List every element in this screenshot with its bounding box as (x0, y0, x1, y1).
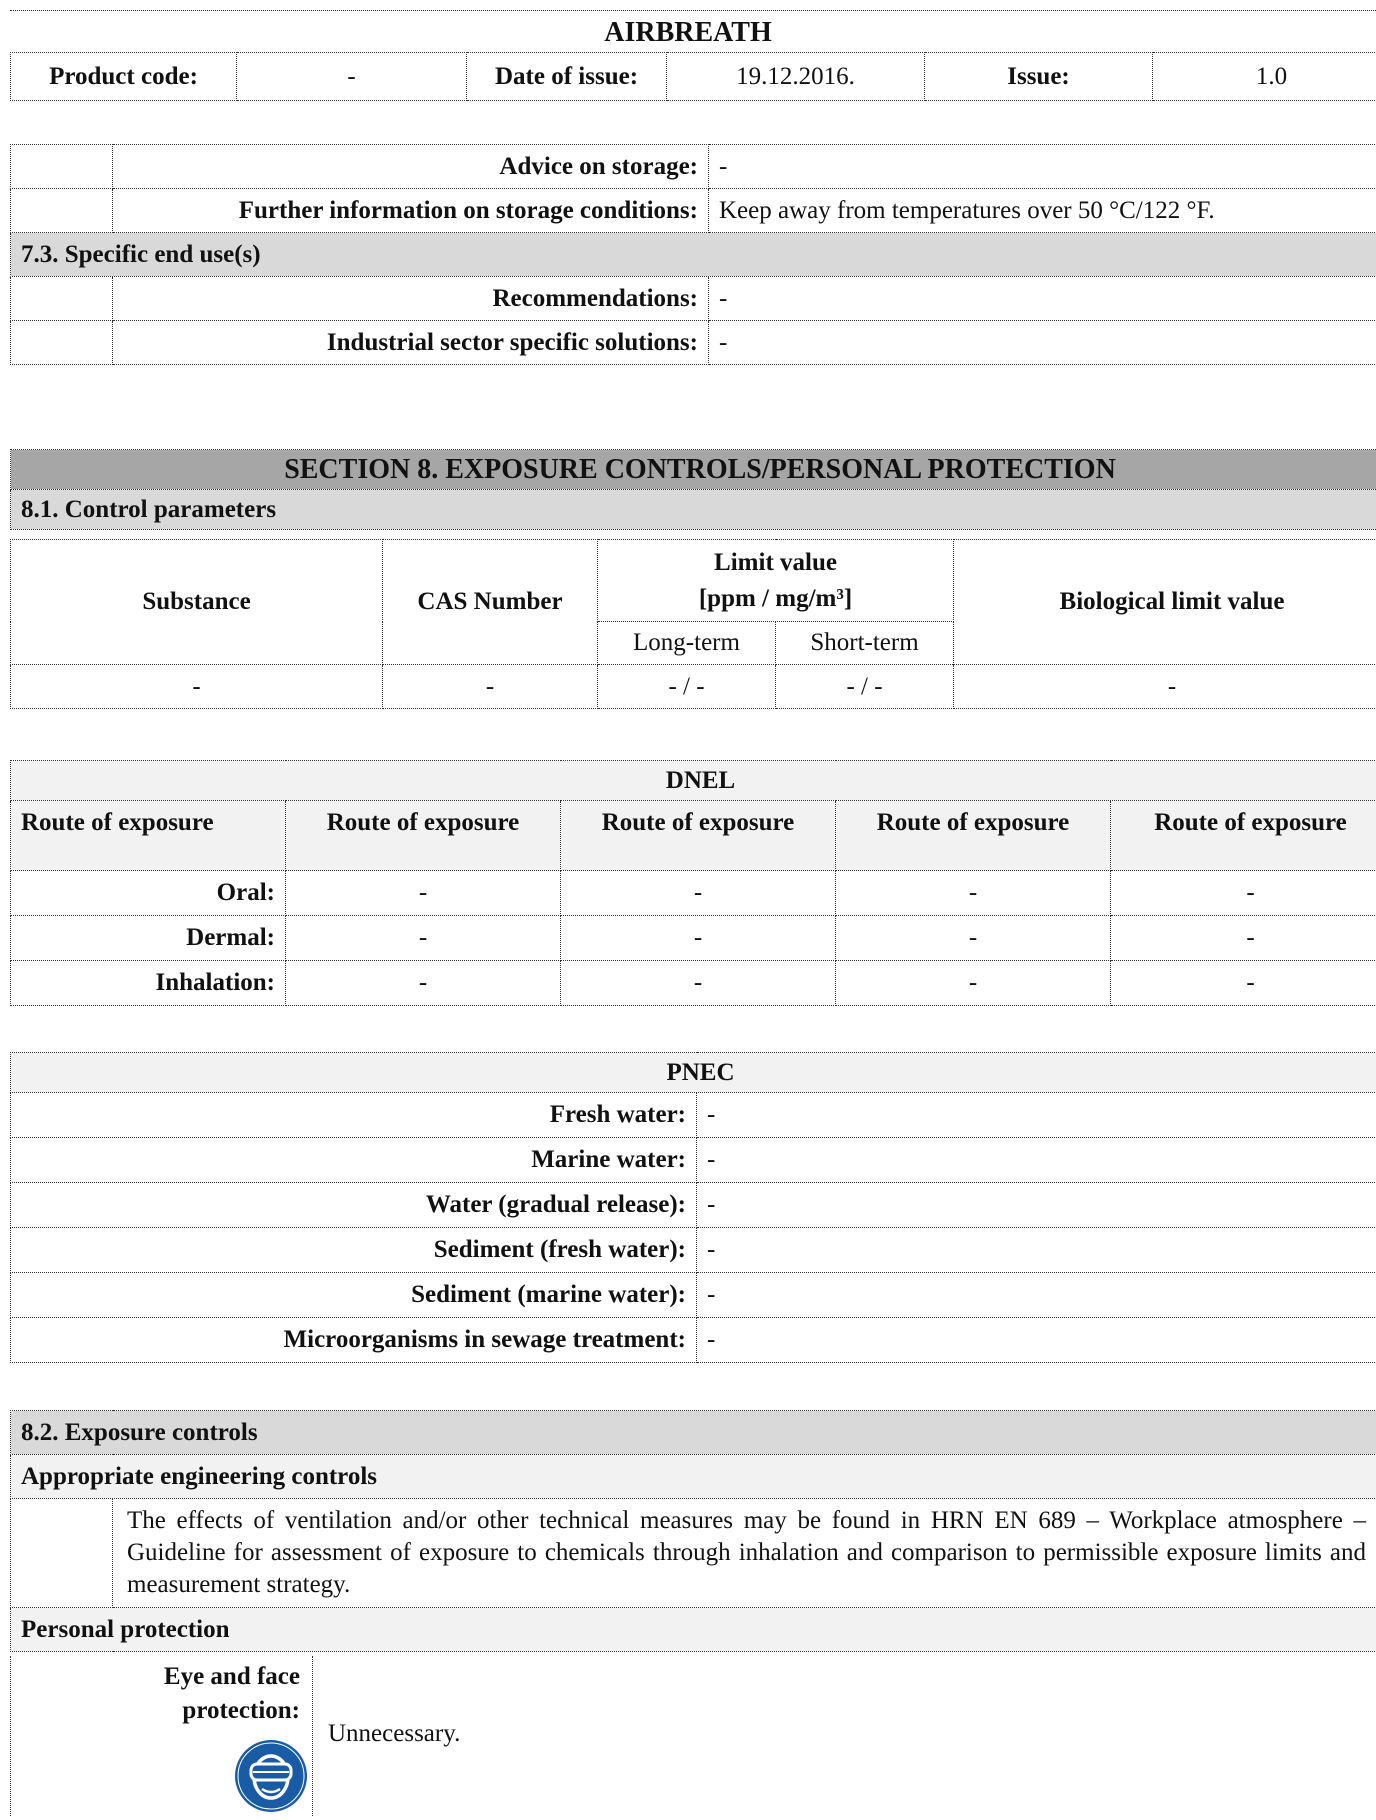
storage-conditions-value: Keep away from temperatures over 50 °C/122 °F. (709, 189, 1376, 233)
pnec-label: Fresh water: (11, 1093, 697, 1138)
control-cell: - (954, 665, 1376, 709)
storage-conditions-label: Further information on storage conditions: (113, 189, 709, 233)
control-parameters-table (10, 539, 1376, 709)
limit-value-header (598, 540, 954, 622)
engineering-controls-text: The effects of ventilation and/or other technical measures may be found in HRN EN 689 – Workplace atmosphere – Guideline for assessment of exposure to chemicals through inhalation and comparison to permissible exposure limits and measurement strategy. (113, 1499, 1376, 1608)
issue-label: Issue: (925, 53, 1153, 101)
control-cell: - (11, 665, 383, 709)
pnec-label: Microorganisms in sewage treatment: (11, 1318, 697, 1363)
dnel-row-label: Oral: (11, 871, 286, 916)
dnel-cell: - (561, 916, 836, 961)
engineering-controls-heading: Appropriate engineering controls (11, 1455, 1376, 1499)
eye-protection-value: Unnecessary. (328, 1720, 460, 1748)
product-code-value: - (237, 53, 467, 101)
limit-value-line2: [ppm / mg/m³] (608, 581, 943, 617)
dnel-cell: - (836, 871, 1111, 916)
dnel-cell: - (836, 916, 1111, 961)
dnel-cell: - (286, 871, 561, 916)
date-of-issue-value: 19.12.2016. (667, 53, 925, 101)
document-title: AIRBREATH (0, 14, 1376, 52)
dnel-header: Route of exposure (1111, 801, 1376, 871)
long-term-header: Long-term (598, 622, 776, 665)
advice-on-storage-label: Advice on storage: (113, 145, 709, 189)
exposure-controls-table (10, 1410, 1376, 1652)
dnel-header: Route of exposure (11, 801, 286, 871)
industrial-solutions-label: Industrial sector specific solutions: (113, 321, 709, 365)
pnec-value: - (697, 1183, 1376, 1228)
limit-value-line1: Limit value (608, 545, 943, 581)
dnel-cell: - (286, 916, 561, 961)
pnec-value: - (697, 1093, 1376, 1138)
recommendations-label: Recommendations: (113, 277, 709, 321)
eye-protection-row (10, 1656, 1376, 1816)
pnec-label: Marine water: (11, 1138, 697, 1183)
dnel-row-label: Dermal: (11, 916, 286, 961)
pnec-value: - (697, 1228, 1376, 1273)
section-8-heading: SECTION 8. EXPOSURE CONTROLS/PERSONAL PROTECTION (11, 450, 1376, 490)
pnec-value: - (697, 1138, 1376, 1183)
control-cell: - / - (776, 665, 954, 709)
pnec-value: - (697, 1273, 1376, 1318)
eye-protection-label-cell (10, 1656, 313, 1816)
advice-on-storage-value: - (709, 145, 1376, 189)
dnel-cell: - (561, 871, 836, 916)
section-7-3-heading: 7.3. Specific end use(s) (11, 233, 1376, 277)
product-code-label: Product code: (11, 53, 237, 101)
pnec-label: Water (gradual release): (11, 1183, 697, 1228)
personal-protection-heading: Personal protection (11, 1608, 1376, 1652)
dnel-cell: - (1111, 916, 1376, 961)
dnel-table (10, 760, 1376, 1006)
dnel-cell: - (836, 961, 1111, 1006)
substance-header: Substance (11, 540, 383, 665)
dnel-header: Route of exposure (561, 801, 836, 871)
pnec-value: - (697, 1318, 1376, 1363)
pnec-table (10, 1052, 1376, 1363)
date-of-issue-label: Date of issue: (467, 53, 667, 101)
header-table (10, 52, 1376, 101)
control-cell: - / - (598, 665, 776, 709)
cas-number-header: CAS Number (383, 540, 598, 665)
short-term-header: Short-term (776, 622, 954, 665)
industrial-solutions-value: - (709, 321, 1376, 365)
dnel-cell: - (561, 961, 836, 1006)
section-8-2-heading: 8.2. Exposure controls (11, 1411, 1376, 1455)
top-rule (0, 0, 1376, 12)
storage-table (10, 144, 1376, 365)
dnel-header: Route of exposure (836, 801, 1111, 871)
goggles-icon (234, 1739, 308, 1813)
dnel-cell: - (1111, 961, 1376, 1006)
eye-protection-label: Eye and face protection: (100, 1660, 300, 1728)
pnec-label: Sediment (fresh water): (11, 1228, 697, 1273)
section-8-1-heading: 8.1. Control parameters (11, 490, 1376, 530)
pnec-label: Sediment (marine water): (11, 1273, 697, 1318)
section-8-table (10, 449, 1376, 530)
pnec-title: PNEC (11, 1053, 1376, 1093)
dnel-row-label: Inhalation: (11, 961, 286, 1006)
recommendations-value: - (709, 277, 1376, 321)
control-cell: - (383, 665, 598, 709)
dnel-cell: - (286, 961, 561, 1006)
dnel-cell: - (1111, 871, 1376, 916)
dnel-title: DNEL (11, 761, 1376, 801)
issue-value: 1.0 (1153, 53, 1376, 101)
dnel-header: Route of exposure (286, 801, 561, 871)
biological-limit-header: Biological limit value (954, 540, 1376, 665)
